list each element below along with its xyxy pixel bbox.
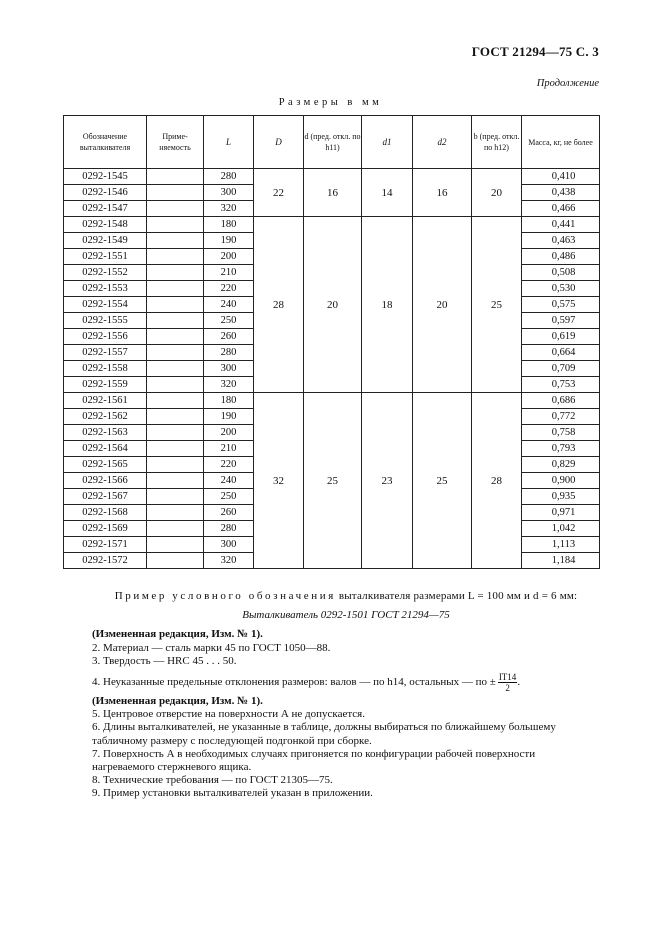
- length-cell: 320: [204, 553, 254, 569]
- designation-cell: 0292-1557: [64, 345, 147, 361]
- length-cell: 180: [204, 217, 254, 233]
- mass-cell: 0,793: [522, 441, 600, 457]
- mass-cell: 1,184: [522, 553, 600, 569]
- mass-cell: 0,410: [522, 169, 600, 185]
- dimensions-table: [63, 115, 600, 569]
- continued-label: Продолжение: [536, 78, 599, 89]
- mass-cell: 0,900: [522, 473, 600, 489]
- designation-cell: 0292-1569: [64, 521, 147, 537]
- designation-cell: 0292-1559: [64, 377, 147, 393]
- designation-cell: 0292-1562: [64, 409, 147, 425]
- length-cell: 190: [204, 233, 254, 249]
- fraction-numerator: IT14: [498, 672, 517, 683]
- applicability-cell: [147, 265, 204, 281]
- designation-cell: 0292-1554: [64, 297, 147, 313]
- note-item-2: 2. Материал — сталь марки 45 по ГОСТ 1050—88.: [92, 641, 331, 654]
- table-header-row: [64, 116, 600, 169]
- mass-cell: 0,935: [522, 489, 600, 505]
- designation-cell: 0292-1553: [64, 281, 147, 297]
- length-cell: 280: [204, 169, 254, 185]
- table-body: [64, 169, 600, 569]
- designation-cell: 0292-1558: [64, 361, 147, 377]
- table-row: [64, 393, 600, 409]
- applicability-cell: [147, 537, 204, 553]
- header-L: L: [204, 116, 254, 169]
- group-d-cell: 22: [254, 169, 304, 217]
- designation-cell: 0292-1549: [64, 233, 147, 249]
- length-cell: 240: [204, 297, 254, 313]
- mass-cell: 1,042: [522, 521, 600, 537]
- applicability-cell: [147, 185, 204, 201]
- mass-cell: 0,530: [522, 281, 600, 297]
- group-d-cell: 20: [304, 217, 362, 393]
- group-d2-cell: 25: [413, 393, 472, 569]
- revision-note-2: (Измененная редакция, Изм. № 1).: [92, 695, 263, 708]
- group-d-cell: 25: [304, 393, 362, 569]
- header-d2: d2: [413, 116, 472, 169]
- note-item-3: 3. Твердость — HRC 45 . . . 50.: [92, 654, 237, 667]
- applicability-cell: [147, 425, 204, 441]
- length-cell: 180: [204, 393, 254, 409]
- mass-cell: 0,486: [522, 249, 600, 265]
- applicability-cell: [147, 281, 204, 297]
- mass-cell: 0,463: [522, 233, 600, 249]
- applicability-cell: [147, 329, 204, 345]
- mass-cell: 0,508: [522, 265, 600, 281]
- designation-cell: 0292-1551: [64, 249, 147, 265]
- designation-cell: 0292-1571: [64, 537, 147, 553]
- header-b: b (пред. откл. по h12): [472, 116, 522, 169]
- designation-cell: 0292-1556: [64, 329, 147, 345]
- mass-cell: 0,829: [522, 457, 600, 473]
- designation-cell: 0292-1547: [64, 201, 147, 217]
- designation-cell: 0292-1565: [64, 457, 147, 473]
- length-cell: 220: [204, 281, 254, 297]
- applicability-cell: [147, 457, 204, 473]
- designation-cell: 0292-1572: [64, 553, 147, 569]
- applicability-cell: [147, 505, 204, 521]
- note-item-7: 7. Поверхность А в необходимых случаях пригоняется по конфигурации рабочей поверхности нагреваемого стержневого ящика.: [92, 747, 536, 774]
- applicability-cell: [147, 345, 204, 361]
- group-b-cell: 28: [472, 393, 522, 569]
- applicability-cell: [147, 233, 204, 249]
- table-row: [64, 169, 600, 185]
- fraction-denominator: 2: [505, 683, 510, 694]
- header-mass: Масса, кг, не более: [522, 116, 600, 169]
- example-heading: Пример условного обозначения: [114, 590, 336, 602]
- applicability-cell: [147, 393, 204, 409]
- length-cell: 300: [204, 361, 254, 377]
- mass-cell: 0,758: [522, 425, 600, 441]
- group-d-cell: 28: [254, 217, 304, 393]
- applicability-cell: [147, 297, 204, 313]
- mass-cell: 0,971: [522, 505, 600, 521]
- group-d1-cell: 18: [362, 217, 413, 393]
- header-designation: Обозначение выталкивателя: [64, 116, 147, 169]
- length-cell: 250: [204, 313, 254, 329]
- notes-section: [92, 590, 600, 801]
- applicability-cell: [147, 217, 204, 233]
- length-cell: 280: [204, 521, 254, 537]
- note-item-5: 5. Центровое отверстие на поверхности А не допускается.: [92, 708, 365, 721]
- note-item-9: 9. Пример установки выталкивателей указан в приложении.: [92, 787, 373, 800]
- example-line: [92, 590, 600, 603]
- group-d1-cell: 23: [362, 393, 413, 569]
- applicability-cell: [147, 441, 204, 457]
- mass-cell: 0,753: [522, 377, 600, 393]
- dimensions-caption: Размеры в мм: [278, 97, 383, 108]
- example-designation: Выталкиватель 0292-1501 ГОСТ 21294—75: [242, 609, 450, 622]
- group-d-cell: 16: [304, 169, 362, 217]
- designation-cell: 0292-1568: [64, 505, 147, 521]
- length-cell: 300: [204, 537, 254, 553]
- example-text: выталкивателя размерами L = 100 мм и d = 6 мм:: [335, 590, 578, 602]
- note-item-8: 8. Технические требования — по ГОСТ 21305—75.: [92, 774, 333, 787]
- header-applicability: Приме-няемость: [147, 116, 204, 169]
- note-item-6: 6. Длины выталкивателей, не указанные в таблице, должны выбираться по ближайшему большему табличному размеру с последующей подгонкой при сборке.: [92, 721, 556, 747]
- mass-cell: 0,772: [522, 409, 600, 425]
- header-d1: d1: [362, 116, 413, 169]
- mass-cell: 0,575: [522, 297, 600, 313]
- mass-cell: 1,113: [522, 537, 600, 553]
- applicability-cell: [147, 201, 204, 217]
- designation-cell: 0292-1555: [64, 313, 147, 329]
- note-item-4-end: .: [517, 676, 521, 689]
- applicability-cell: [147, 169, 204, 185]
- header-d: d (пред. откл. по h11): [304, 116, 362, 169]
- mass-cell: 0,438: [522, 185, 600, 201]
- length-cell: 320: [204, 377, 254, 393]
- applicability-cell: [147, 473, 204, 489]
- applicability-cell: [147, 249, 204, 265]
- applicability-cell: [147, 377, 204, 393]
- note-item-4-text: 4. Неуказанные предельные отклонения размеров: валов — по h14, остальных — по ±: [92, 676, 496, 689]
- group-d2-cell: 16: [413, 169, 472, 217]
- applicability-cell: [147, 361, 204, 377]
- group-b-cell: 20: [472, 169, 522, 217]
- designation-cell: 0292-1548: [64, 217, 147, 233]
- mass-cell: 0,664: [522, 345, 600, 361]
- designation-cell: 0292-1567: [64, 489, 147, 505]
- header-D: D: [254, 116, 304, 169]
- group-b-cell: 25: [472, 217, 522, 393]
- mass-cell: 0,686: [522, 393, 600, 409]
- length-cell: 280: [204, 345, 254, 361]
- group-d-cell: 32: [254, 393, 304, 569]
- length-cell: 200: [204, 249, 254, 265]
- length-cell: 220: [204, 457, 254, 473]
- length-cell: 190: [204, 409, 254, 425]
- length-cell: 200: [204, 425, 254, 441]
- table-row: [64, 217, 600, 233]
- applicability-cell: [147, 521, 204, 537]
- page-header: ГОСТ 21294—75 С. 3: [471, 44, 599, 59]
- mass-cell: 0,597: [522, 313, 600, 329]
- fraction: [498, 672, 521, 694]
- group-d2-cell: 20: [413, 217, 472, 393]
- mass-cell: 0,441: [522, 217, 600, 233]
- length-cell: 320: [204, 201, 254, 217]
- length-cell: 210: [204, 441, 254, 457]
- revision-note-1: (Измененная редакция, Изм. № 1).: [92, 628, 263, 641]
- length-cell: 250: [204, 489, 254, 505]
- designation-cell: 0292-1566: [64, 473, 147, 489]
- designation-cell: 0292-1563: [64, 425, 147, 441]
- mass-cell: 0,466: [522, 201, 600, 217]
- group-d1-cell: 14: [362, 169, 413, 217]
- designation-cell: 0292-1561: [64, 393, 147, 409]
- applicability-cell: [147, 489, 204, 505]
- designation-cell: 0292-1552: [64, 265, 147, 281]
- note-item-4: [92, 672, 600, 693]
- mass-cell: 0,619: [522, 329, 600, 345]
- length-cell: 240: [204, 473, 254, 489]
- applicability-cell: [147, 409, 204, 425]
- length-cell: 300: [204, 185, 254, 201]
- length-cell: 260: [204, 329, 254, 345]
- designation-cell: 0292-1545: [64, 169, 147, 185]
- designation-cell: 0292-1564: [64, 441, 147, 457]
- applicability-cell: [147, 553, 204, 569]
- length-cell: 210: [204, 265, 254, 281]
- length-cell: 260: [204, 505, 254, 521]
- applicability-cell: [147, 313, 204, 329]
- mass-cell: 0,709: [522, 361, 600, 377]
- designation-cell: 0292-1546: [64, 185, 147, 201]
